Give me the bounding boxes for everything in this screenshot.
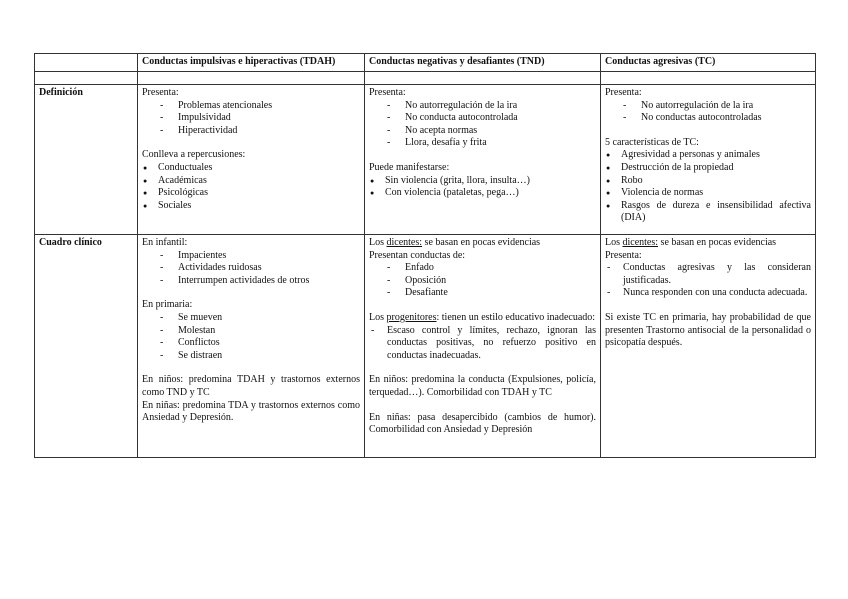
blank-cell [138, 72, 365, 85]
progenitores-list [369, 325, 596, 363]
definicion-tc-cell [601, 85, 816, 235]
infantil-list [142, 250, 360, 288]
definicion-tnd-cell [365, 85, 601, 235]
infantil-text: En infantil: [142, 237, 188, 248]
row-label-definicion: Definición [35, 85, 138, 235]
tnd-presenta-list [369, 100, 596, 150]
list-item: - Se distraen [142, 350, 360, 363]
progenitores-line [369, 312, 596, 325]
list-item: - No conductas autocontroladas [605, 112, 811, 125]
primaria-text: En primaria: [142, 299, 193, 311]
manifest-list [369, 175, 596, 200]
list-item: - Hiperactividad [142, 125, 360, 138]
list-item: - Llora, desafía y frita [369, 137, 596, 150]
cuadro-tdah-cell [138, 235, 365, 458]
blank-cell [35, 72, 138, 85]
blank-cell [601, 72, 816, 85]
progenitores-label: progenitores [386, 311, 437, 323]
list-item: - Molestan [142, 325, 360, 338]
blank-cell [365, 72, 601, 85]
header-tdah: Conductas impulsivas e hiperactivas (TDAH) [138, 54, 365, 72]
definicion-row [35, 85, 816, 235]
header-tnd: Conductas negativas y desafiantes (TND) [365, 54, 601, 72]
header-tc: Conductas agresivas (TC) [601, 54, 816, 72]
list-item: ● Psicológicas [142, 187, 360, 200]
row-label-cuadro-clinico: Cuadro clínico [35, 235, 138, 458]
list-item: - Desafiante [369, 287, 596, 300]
dicentes-text: se basan en pocas evidencias [660, 237, 777, 248]
comparison-table [34, 53, 816, 458]
header-empty-cell [35, 54, 138, 72]
list-item: - Se mueven [142, 312, 360, 325]
presentan-list [369, 262, 596, 300]
manifestarse-text: Puede manifestarse: [369, 161, 450, 173]
primaria-list [142, 312, 360, 362]
list-item: - Escaso control y límites, rechazo, ignoran las conductas positivas, no refuerzo positivo en conductas inadecuadas. [369, 325, 596, 363]
ninos-text: En niños: predomina la conducta (Expulsiones, policía, terquedad…). Comorbilidad con TDAH y TC [369, 374, 596, 398]
list-item: ● Violencia de normas [605, 187, 811, 200]
list-item: - No autorregulación de la ira [605, 100, 811, 113]
list-item: ● Académicas [142, 175, 360, 188]
cuadro-clinico-row [35, 235, 816, 458]
list-item: - Enfado [369, 262, 596, 275]
blank-row [35, 72, 816, 85]
dicentes-line [605, 237, 811, 250]
presenta-text: Presenta: [142, 87, 179, 98]
tc-presenta-list [605, 100, 811, 125]
list-item: ● Destrucción de la propiedad [605, 162, 811, 175]
list-item: ● Agresividad a personas y animales [605, 149, 811, 162]
list-item: - No acepta normas [369, 125, 596, 138]
conlleva-text: Conlleva a repercusiones: [142, 149, 246, 161]
definicion-tdah-cell [138, 85, 365, 235]
dicentes-line [369, 237, 596, 250]
prog-pre: Los [369, 311, 384, 323]
presentan-text: Presentan conductas de: [369, 249, 466, 261]
list-item: ● Con violencia (pataletas, pega…) [369, 187, 596, 200]
list-item: - Nunca responden con una conducta adecuada. [605, 287, 811, 300]
dicentes-pre: Los [605, 237, 620, 248]
ninas-text: En niñas: predomina TDA y trastornos externos como Ansiedad y Depresión. [142, 399, 360, 424]
cuadro-tc-cell [601, 235, 816, 458]
ninos-text: En niños: predomina TDAH y trastornos externos como TND y TC [142, 374, 360, 398]
repercusiones-list [142, 162, 360, 212]
cuadro-tnd-cell [365, 235, 601, 458]
ninas-text: En niñas: pasa desapercibido (cambios de humor). Comorbilidad con Ansiedad y Depresión [369, 411, 596, 436]
dicentes-label: dicentes: [386, 237, 423, 248]
list-item: ● Sin violencia (grita, llora, insulta…) [369, 175, 596, 188]
list-item: ● Conductuales [142, 162, 360, 175]
list-item: - No conducta autocontrolada [369, 112, 596, 125]
list-item: - Impacientes [142, 250, 360, 263]
tc-presenta-list [605, 262, 811, 300]
list-item: - Impulsividad [142, 112, 360, 125]
presenta-text: Presenta: [605, 249, 642, 261]
dicentes-pre: Los [369, 237, 384, 248]
list-item: - Oposición [369, 275, 596, 288]
list-item: ● Sociales [142, 200, 360, 213]
dicentes-text: se basan en pocas evidencias [424, 237, 541, 248]
header-row [35, 54, 816, 72]
list-item: ● Rasgos de dureza e insensibilidad afectiva (DIA) [605, 200, 811, 225]
list-item: - Problemas atencionales [142, 100, 360, 113]
list-item: - No autorregulación de la ira [369, 100, 596, 113]
list-item: - Actividades ruidosas [142, 262, 360, 275]
caracteristicas-text: 5 características de TC: [605, 136, 699, 148]
tc-nota: Si existe TC en primaria, hay probabilidad de que presenten Trastorno antisocial de la personalidad o psicopatía después. [605, 311, 811, 349]
caracteristicas-list [605, 149, 811, 225]
presenta-text: Presenta: [369, 87, 406, 98]
dicentes-label: dicentes: [622, 237, 659, 248]
list-item: - Interrumpen actividades de otros [142, 275, 360, 288]
list-item: ● Robo [605, 175, 811, 188]
presenta-text: Presenta: [605, 87, 642, 98]
list-item: - Conflictos [142, 337, 360, 350]
tdah-presenta-list [142, 100, 360, 138]
list-item: - Conductas agresivas y las consideran justificadas. [605, 262, 811, 287]
prog-text: : tienen un estilo educativo inadecuado: [436, 311, 596, 323]
